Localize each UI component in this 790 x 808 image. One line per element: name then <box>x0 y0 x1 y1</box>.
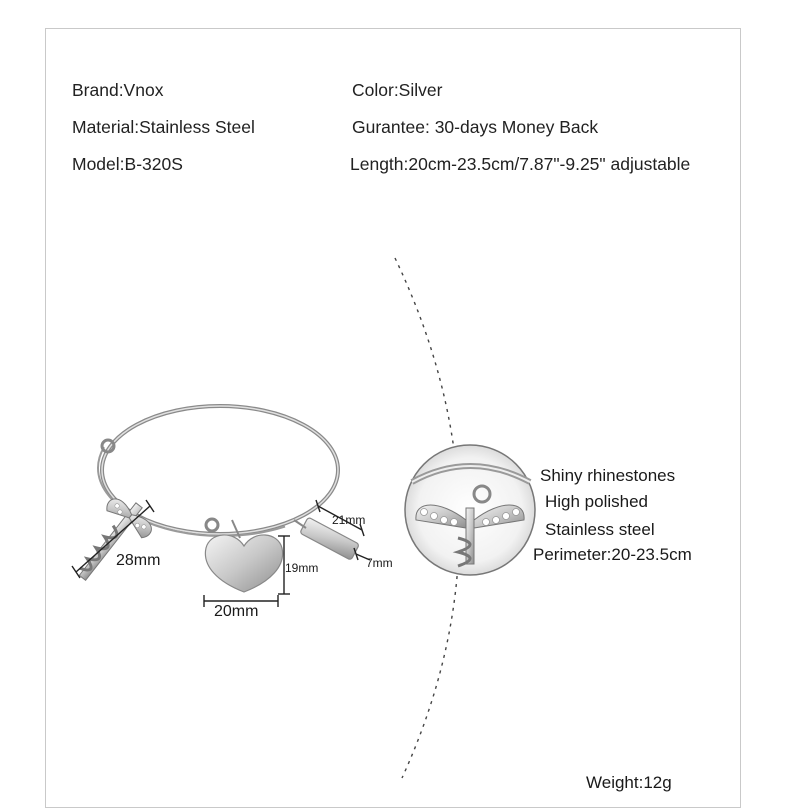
spec-color: Color:Silver <box>352 80 443 100</box>
spec-guarantee: Gurantee: 30-days Money Back <box>352 117 599 137</box>
heart-height-label: 19mm <box>285 561 319 575</box>
feature-perimeter: Perimeter:20-23.5cm <box>533 545 692 564</box>
caduceus-dimension-label: 28mm <box>116 552 161 569</box>
heart-width-label: 20mm <box>214 603 259 620</box>
weight-label: Weight:12g <box>586 773 672 792</box>
spec-material: Material:Stainless Steel <box>72 117 255 137</box>
feature-rhinestones: Shiny rhinestones <box>540 466 676 485</box>
zoom-detail-circle <box>405 445 535 575</box>
spec-brand: Brand:Vnox <box>72 80 164 100</box>
bar-width-label: 21mm <box>332 513 366 527</box>
spec-model: Model:B-320S <box>72 154 183 174</box>
feature-polished: High polished <box>545 492 649 511</box>
bar-height-label: 7mm <box>366 556 393 570</box>
spec-length: Length:20cm-23.5cm/7.87"-9.25" adjustable <box>350 154 691 174</box>
feature-material: Stainless steel <box>545 520 655 539</box>
